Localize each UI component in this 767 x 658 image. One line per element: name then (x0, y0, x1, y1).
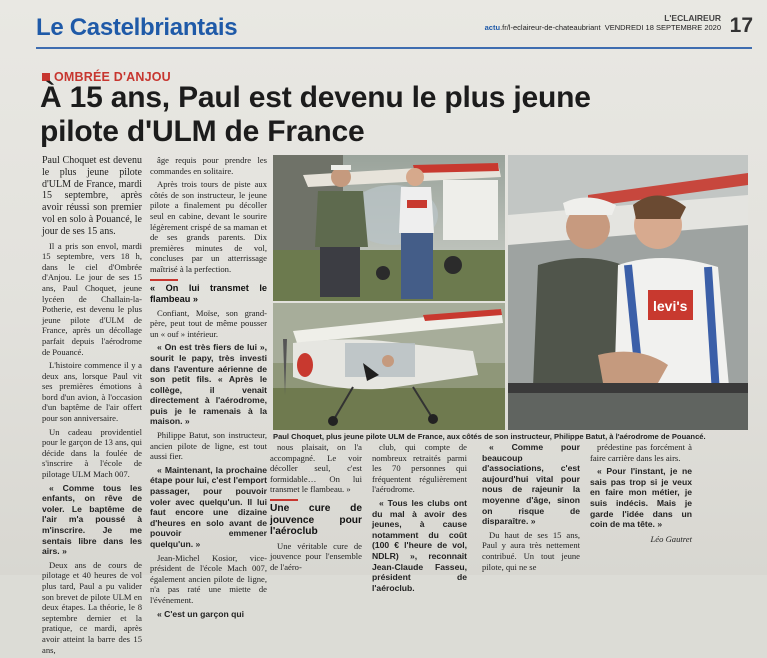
headline: À 15 ans, Paul est devenu le plus jeune pilote d'ULM de France (40, 81, 591, 148)
site-url: .fr/l-eclaireur-de-chateaubriant (500, 23, 601, 32)
photo-cockpit-closeup (508, 155, 748, 430)
body-paragraph: Un cadeau providentiel pour le garçon de 13 ans, qui décide dans la foulée de s'inscrire à l'école de pilotage ULM Mach 007. (42, 426, 142, 480)
photo-instructor-and-pilot (273, 155, 505, 301)
photo-caption: Paul Choquet, plus jeune pilote ULM de France, aux côtés de son instructeur, Philippe Batut, à l'aérodrome de Pouancé. (273, 432, 706, 441)
body-paragraph: Après trois tours de piste aux côtés de son instructeur, le jeune pilote a finalement pu décoller seul en cabine, devant le sourire légèrement crispé de sa maman et de ses grands parents. Dix premières minutes de vol, concluses par un atterrissage maîtrisé à la perfection. (150, 179, 267, 274)
article-column-3 (270, 442, 362, 576)
masthead (485, 13, 721, 33)
kicker-square-icon (42, 73, 50, 81)
subhead: « On lui transmet le flambeau » (150, 279, 267, 305)
body-paragraph: Confiant, Moïse, son grand-père, peut tout de même pousser un « ouf » intérieur. (150, 307, 267, 339)
lead-paragraph: Paul Choquet est devenu le plus jeune pilote d'ULM de France, mardi 15 septembre, après avoir réussi son premier vol en solo à Pouancé, le jour de ses 15 ans. (42, 155, 142, 237)
issue-date: VENDREDI 18 SEPTEMBRE 2020 (604, 23, 721, 32)
quote-paragraph: « On est très fiers de lui », sourit le papy, très investi dans l'aventure aérienne de son petit fils. « Après le collège, il venait directement à l'aérodrome, puis je le ramenais à la maison. » (150, 342, 267, 427)
article-column-4 (372, 442, 467, 596)
site-prefix: actu (484, 23, 501, 32)
body-paragraph: nous plaisait, on l'a accompagné. Le voir décoller seul, c'est formidable… On lui transmet le flambeau. » (270, 442, 362, 495)
dateline (485, 23, 721, 33)
quote-paragraph: « C'est un garçon qui (157, 608, 245, 619)
quote-paragraph: « Pour l'instant, je ne sais pas trop si je veux en faire mon métier, je suis indécis. Mais je garde l'idée dans un coin de ma tête. » (590, 466, 692, 530)
body-paragraph: Deux ans de cours de pilotage et 40 heures de vol plus tard, Paul a pu valider son brevet de pilote ULM en deux étapes. La théorie, le 8 septembre dernier et la pratique, ce mardi, après avoir atteint la barre des 15 ans, (42, 559, 142, 655)
author-signature: Léo Gautret (650, 533, 692, 544)
quote-paragraph: « Maintenant, la prochaine étape pour lui, c'est l'emport passager, pour pouvoir voler avec quelqu'un. Il lui faut encore une dizaine d'heures en solo avant de pouvoir emmener quelqu'un. » (150, 464, 267, 549)
paper-name: L'ECLAIREUR (664, 13, 721, 23)
subhead: Une cure de jouvence pour l'aéroclub (270, 499, 362, 538)
header-rule (36, 47, 752, 49)
section-title: Le Castelbriantais (36, 14, 238, 41)
page-number: 17 (729, 14, 753, 37)
body-paragraph: L'histoire commence il y a deux ans, lorsque Paul vit ses premières émotions à bord d'un avion, à l'occasion d'un baptême de l'air offert pour son anniversaire. (42, 360, 142, 424)
shirt-logo: levi's (653, 298, 688, 314)
body-paragraph: Une véritable cure de jouvence pour l'ensemble de l'aéro- (270, 540, 362, 572)
article-column-5 (482, 442, 580, 575)
photo-ulm-flight (273, 303, 505, 430)
article-column-2 (150, 155, 267, 622)
body-paragraph: Du haut de ses 15 ans, Paul y aura très nettement contribué. Un tout jeune pilote, qui ne se (482, 529, 580, 572)
body-paragraph: Jean-Michel Kosior, vice-président de l'école Mach 007, également ancien pilote de ligne, n'a pas raté une miette de l'événement. (150, 552, 267, 605)
body-paragraph: prédestine pas forcément à faire carrière dans les airs. (590, 442, 692, 463)
body-paragraph: âge requis pour prendre les commandes en solitaire. (150, 155, 267, 176)
body-paragraph: Il a pris son envol, mardi 15 septembre, vers 18 h, dans le ciel d'Ombrée d'Anjou. Le jour de ses 15 ans, Paul Choquet, jeune lycéen de Challain-la-Potherie, est devenu le plus jeune pilote d'ULM de France, après un décollage parfait depuis l'aérodrome de Pouancé. (42, 240, 142, 357)
article-column-1 (42, 155, 142, 658)
quote-paragraph: « Tous les clubs ont du mal à avoir des jeunes, à cause notamment du coût (100 € l'heure de vol, NDLR) », reconnait Jean-Claude Fasseu, président de l'aéroclub. (372, 497, 467, 593)
quote-paragraph: « Comme pour beaucoup d'associations, c'est aujourd'hui vital pour nous de rajeunir la moyenne d'âge, sinon on risque de disparaître. » (482, 442, 580, 527)
quote-paragraph: « Comme tous les enfants, on rêve de voler. Le baptême de l'air m'a poussé à m'inscrire. Je me sentais libre dans les airs. » (42, 482, 142, 557)
page-header (0, 0, 767, 52)
article-column-6 (590, 442, 692, 544)
body-paragraph: club, qui compte de nombreux retraités parmi les 70 personnes qui fréquentent régulièrement l'aérodrome. (372, 442, 467, 495)
kicker-text: OMBRÉE D'ANJOU (54, 70, 171, 84)
body-paragraph: Philippe Batut, son instructeur, ancien pilote de ligne, est tout aussi fier. (150, 430, 267, 462)
